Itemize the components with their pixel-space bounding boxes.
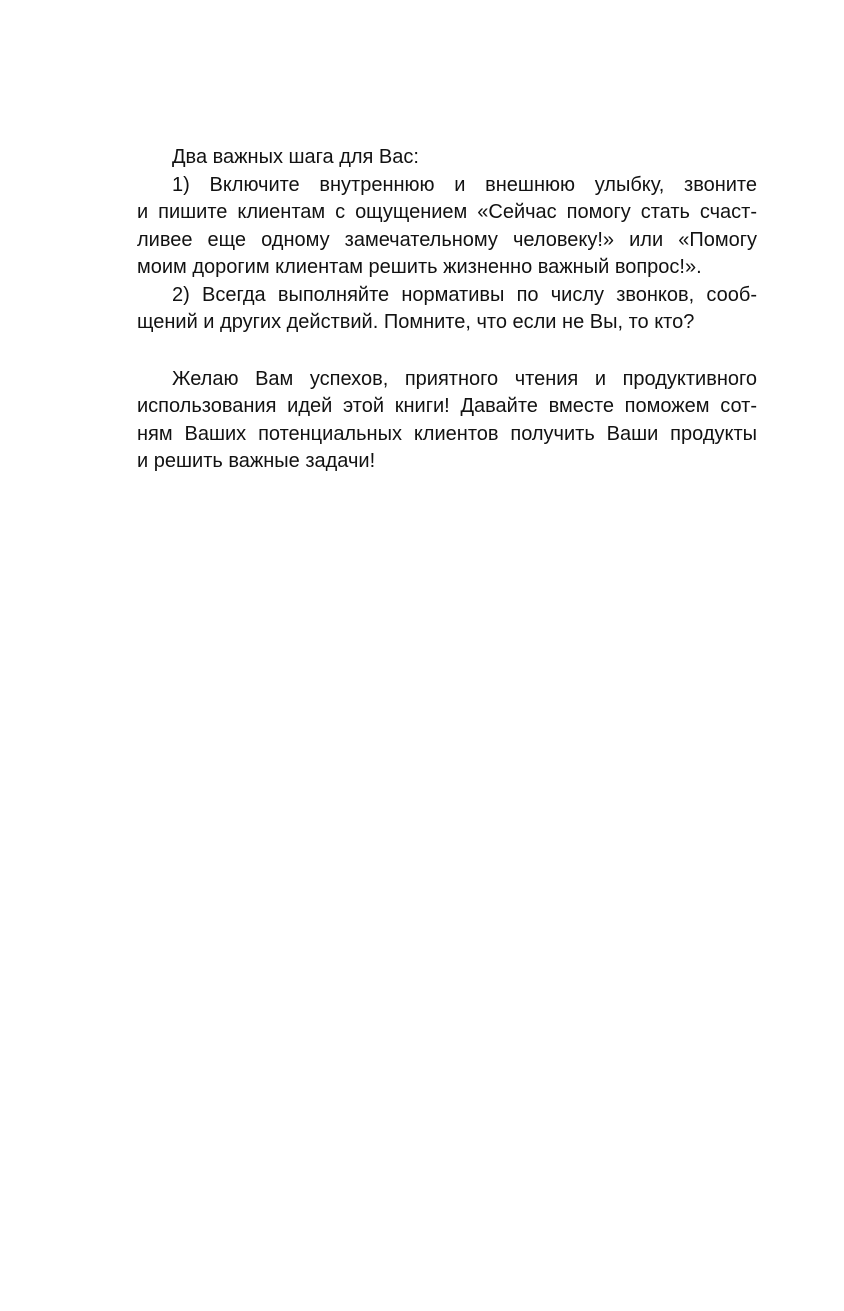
text-line: ливее еще одному замечательному человеку!» или «Помогу <box>137 228 757 251</box>
text-line: щений и других действий. Помните, что если не Вы, то кто? <box>137 311 695 333</box>
paragraph-closing <box>137 366 757 476</box>
text-line: моим дорогим клиентам решить жизненно важный вопрос!». <box>137 256 702 278</box>
text-line: Два важных шага для Вас: <box>172 146 419 168</box>
text-line: 2) Всегда выполняйте нормативы по числу звонков, сооб- <box>172 283 757 306</box>
page-text-block <box>137 144 757 476</box>
paragraph-step-2 <box>137 282 757 337</box>
text-line: и пишите клиентам с ощущением «Сейчас помогу стать счаст- <box>137 201 757 223</box>
paragraph-step-1 <box>137 172 757 282</box>
text-line: Желаю Вам успехов, приятного чтения и продуктивного <box>172 367 757 390</box>
paragraph-intro <box>137 144 757 172</box>
text-line: и решить важные задачи! <box>137 450 376 472</box>
text-line: ням Ваших потенциальных клиентов получить Ваши продукты <box>137 422 757 445</box>
text-line: 1) Включите внутреннюю и внешнюю улыбку, звоните <box>172 173 757 196</box>
text-line: использования идей этой книги! Давайте вместе поможем сот- <box>137 395 757 417</box>
